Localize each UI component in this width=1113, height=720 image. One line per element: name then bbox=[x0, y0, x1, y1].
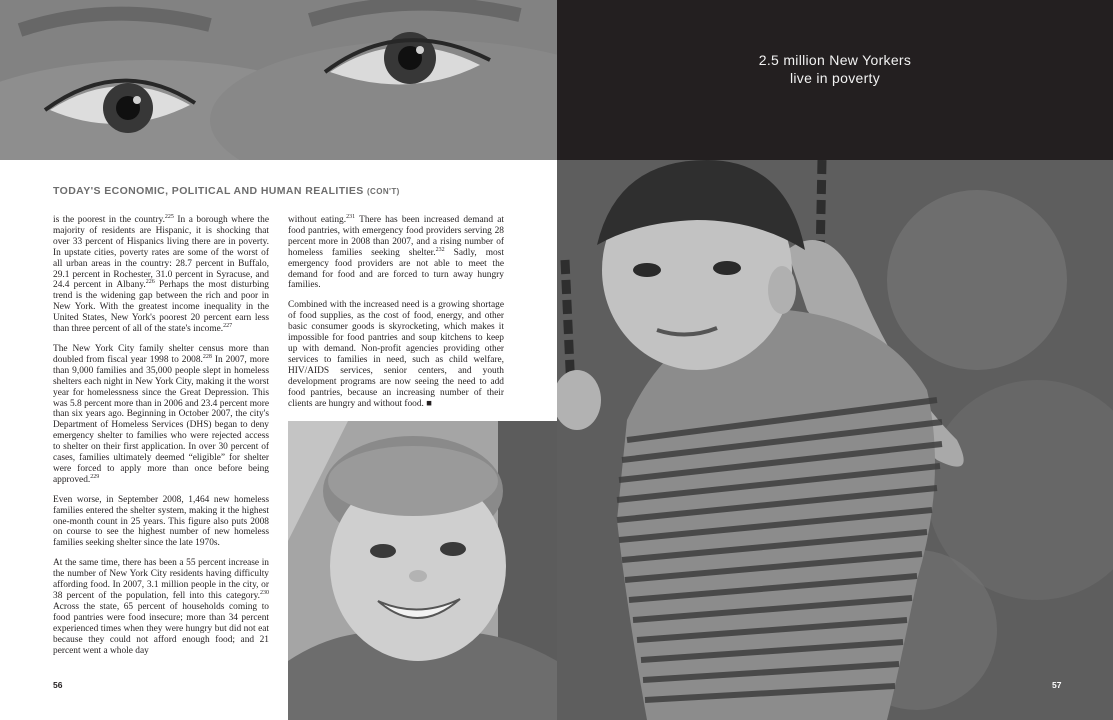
paragraph: Combined with the increased need is a growing shortage of food supplies, as the cost of food, energy, and other basic consumer goods is skyrocketing, which makes it impossible for food pantries and soup kitchens to keep up with demand. Non-profit agencies providing other services to families in need, such as child welfare, HIV/AIDS services, senior centers, and youth development programs are now seeing the need to add food pantries, because an increasing number of their clients are hungry and without food. ■ bbox=[288, 300, 504, 409]
footnote-ref: 229 bbox=[90, 473, 100, 480]
boy-on-swing-photo bbox=[557, 160, 1113, 720]
end-mark: ■ bbox=[426, 398, 432, 409]
paragraph: The New York City family shelter census more than doubled from fiscal year 1998 to 2008.$^{228}$ In 2007, more than 9,000 families and 35,000 people slept in homeless shelters each night in New York City, making it the worst year for homelessness since the Great Depression. This was 5.8 percent more than in 2006 and 23.4 percent more than six years ago. Beginning in October 2007, the city's Department of Homeless Services (DHS) began to deny emergency shelter to families who were rejected access to shelter on their first application. In over 30 percent of cases, families ultimately deemed “eligible” for shelter were forced to apply more than once before being approved.$^{229}$ bbox=[53, 343, 269, 485]
footnote-ref: 228 bbox=[202, 353, 212, 360]
paragraph: without eating.$^{231}$ There has been increased demand at food pantries, with emergency food providers serving 28 percent more in 2008 than 2007, and a rising number of homeless families seeking shelter.$^{232}$ Sadly, most emergency food providers are not able to meet the demand for food and are forced to turn away hungry families. bbox=[288, 213, 504, 291]
pull-quote-line: 2.5 million New Yorkers bbox=[758, 52, 912, 68]
page-number-left: 56 bbox=[53, 680, 63, 690]
footnote-ref: 225 bbox=[164, 213, 174, 220]
child-eyes-photo bbox=[0, 0, 557, 160]
section-heading bbox=[53, 185, 400, 197]
right-page bbox=[557, 0, 1113, 720]
paragraph: is the poorest in the country.$^{225}$ In a borough where the majority of residents are Hispanic, it is shocking that over 33 percent of Hispanics living there are in poverty. In upstate cities, poverty rates are some of the worst of all urban areas in the country: 28.7 percent in Buffalo, 29.1 percent in Rochester, 31.0 percent in Syracuse, and 24.4 percent in Albany.$^{226}$ Perhaps the most disturbing trend is the widening gap between the rich and poor in New York. With the greatest income inequality in the United States, New York's poorest 20 percent earn less than three percent of all of the state's income.$^{227}$ bbox=[53, 213, 269, 335]
footnote-ref: 232 bbox=[435, 246, 445, 253]
footnote-ref: 226 bbox=[145, 279, 155, 286]
footnote-ref: 231 bbox=[346, 213, 356, 220]
smiling-boy-photo bbox=[288, 421, 557, 720]
footnote-ref: 230 bbox=[260, 589, 269, 596]
pull-quote-banner bbox=[557, 0, 1113, 160]
right-text-column bbox=[288, 215, 504, 418]
pull-quote-line: live in poverty bbox=[789, 69, 881, 86]
paragraph: At the same time, there has been a 55 percent increase in the number of New York City residents having difficulty affording food. In 2007, 3.1 million people in the city, or 38 percent of the population, fell into this category.$^{230}$ Across the state, 65 percent of households coming to food pantries were food insecure; more than 34 percent experienced times when they were hungry but did not eat because they could not afford enough food; and 21 percent went a whole day bbox=[53, 558, 269, 656]
left-text-column bbox=[53, 215, 269, 665]
footnote-ref: 227 bbox=[223, 322, 233, 329]
paragraph: Even worse, in September 2008, 1,464 new homeless families entered the shelter system, making it the highest one-month count in 25 years. This figure also puts 2008 on course to see the highest number of new homeless families seeking shelter since the late 1970s. bbox=[53, 494, 269, 549]
page-number-right: 57 bbox=[1052, 680, 1062, 690]
section-heading-continued: (CON'T) bbox=[366, 187, 400, 196]
pull-quote bbox=[557, 52, 1113, 87]
section-heading-text: TODAY'S ECONOMIC, POLITICAL AND HUMAN REALITIES bbox=[53, 185, 364, 197]
